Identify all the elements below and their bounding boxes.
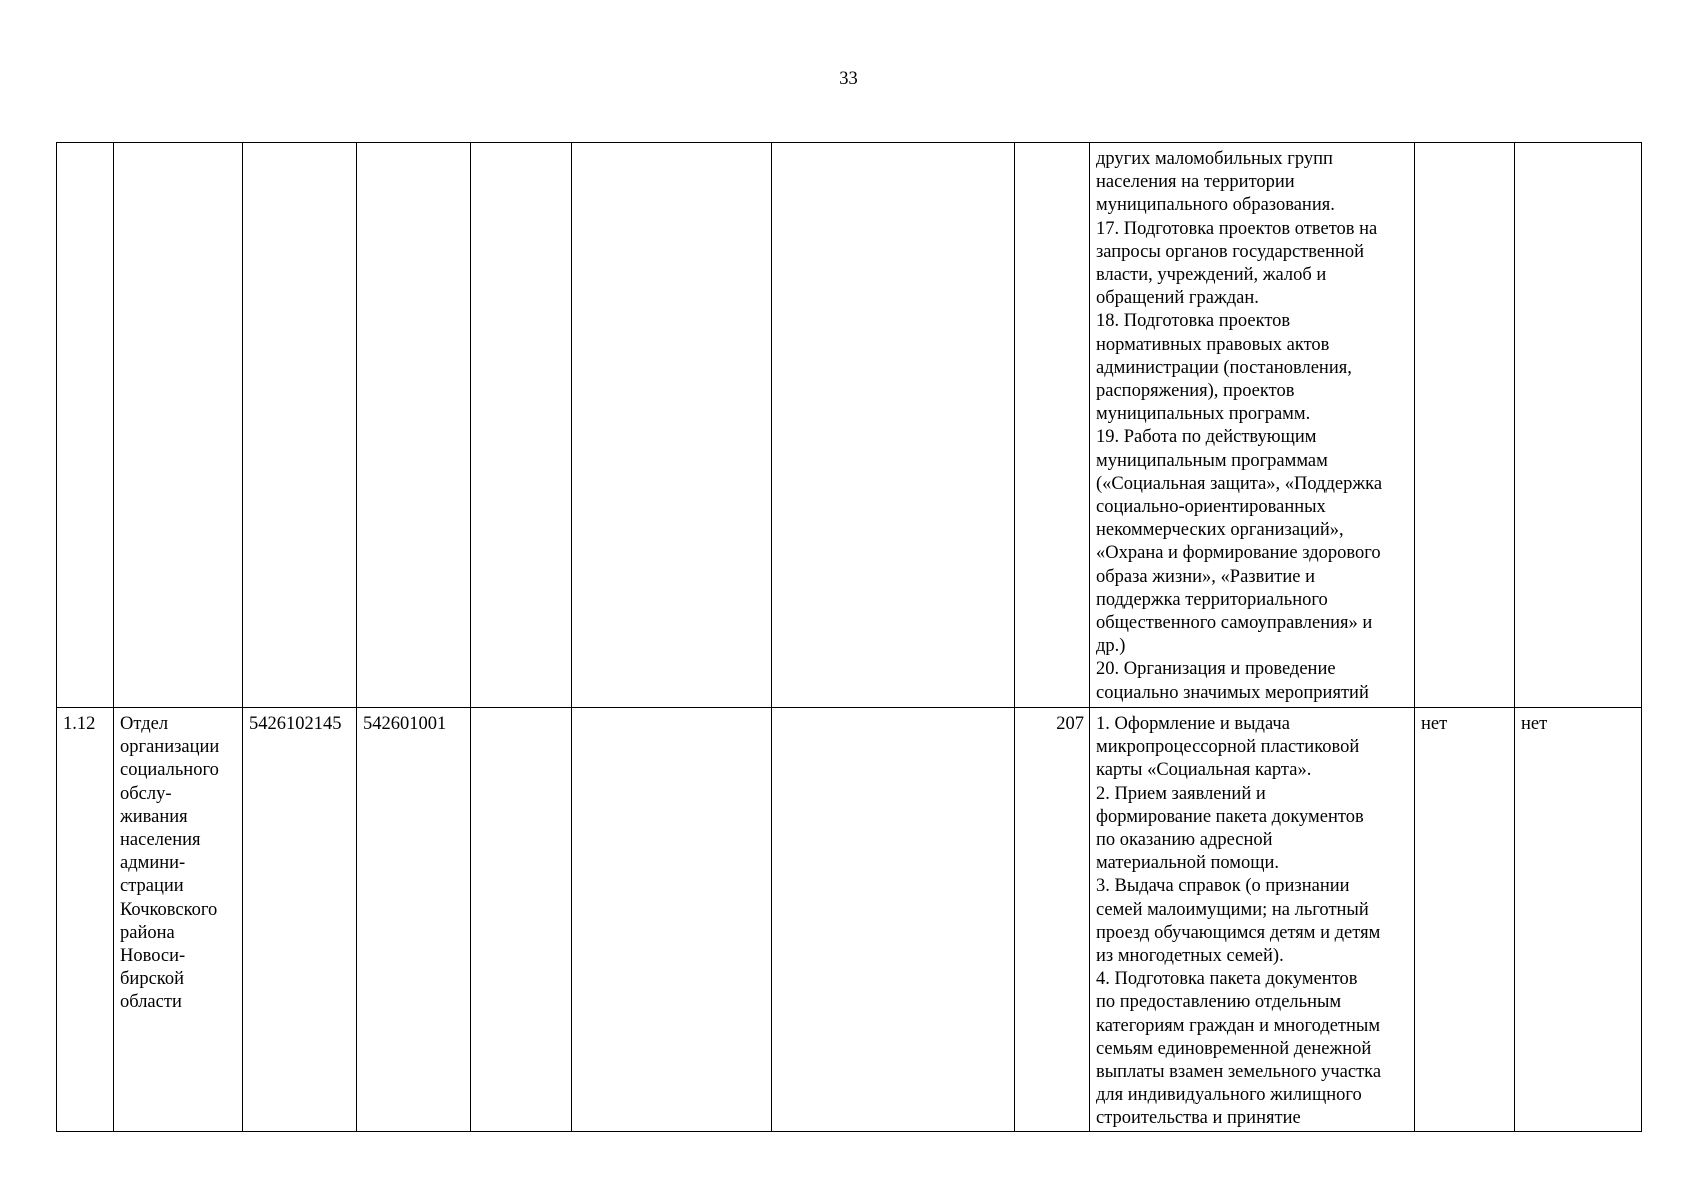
functions-line: населения на территории — [1096, 172, 1295, 193]
empty-cell — [471, 708, 572, 1132]
organization-name-line: области — [120, 992, 182, 1013]
functions-line: выплаты взамен земельного участка — [1096, 1062, 1382, 1083]
flag-cell — [1515, 143, 1642, 708]
functions-line: 20. Организация и проведение — [1096, 659, 1336, 680]
organization-name-cell — [114, 708, 243, 1132]
functions-line: др.) — [1096, 636, 1126, 657]
empty-cell — [772, 708, 1015, 1132]
flag-cell: нет — [1515, 708, 1642, 1132]
functions-line: общественного самоуправления» и — [1096, 613, 1373, 634]
flag-cell — [1415, 143, 1515, 708]
organizations-table — [56, 142, 1642, 1132]
functions-line: карты «Социальная карта». — [1096, 760, 1312, 781]
organization-name-line: населения — [120, 830, 201, 851]
functions-line: муниципальных программ. — [1096, 404, 1311, 425]
inn-cell: 5426102145 — [243, 708, 357, 1132]
table-row — [57, 708, 1642, 1132]
staff-count-cell — [1015, 143, 1090, 708]
empty-cell — [772, 143, 1015, 708]
functions-line: по оказанию адресной — [1096, 830, 1273, 851]
empty-cell — [572, 143, 772, 708]
functions-line: по предоставлению отдельным — [1096, 992, 1342, 1013]
staff-count-cell: 207 — [1015, 708, 1090, 1132]
functions-line: запросы органов государственной — [1096, 241, 1365, 262]
organization-name-line: админи- — [120, 853, 186, 874]
functions-line: социально значимых мероприятий — [1096, 682, 1369, 703]
organization-name-cell — [114, 143, 243, 708]
organization-name-line: страции — [120, 876, 184, 897]
functions-line: образа жизни», «Развитие и — [1096, 566, 1315, 587]
functions-line: 3. Выдача справок (о признании — [1096, 876, 1350, 897]
functions-line: 1. Оформление и выдача — [1096, 714, 1290, 734]
flag-cell: нет — [1415, 708, 1515, 1132]
functions-line: нормативных правовых актов — [1096, 334, 1330, 355]
functions-line: распоряжения), проектов — [1096, 381, 1295, 402]
organization-name-line: бирской — [120, 969, 184, 990]
functions-line: 2. Прием заявлений и — [1096, 783, 1266, 804]
functions-line: «Охрана и формирование здорового — [1096, 543, 1381, 564]
functions-line: 19. Работа по действующим — [1096, 427, 1317, 448]
empty-cell — [572, 708, 772, 1132]
functions-line: власти, учреждений, жалоб и — [1096, 265, 1327, 286]
functions-line: 4. Подготовка пакета документов — [1096, 969, 1358, 990]
organization-name-line: Кочковского — [120, 899, 218, 920]
functions-line: социально-ориентированных — [1096, 497, 1326, 518]
functions-line: проезд обучающимся детям и детям — [1096, 922, 1381, 943]
functions-line: строительства и принятие — [1096, 1108, 1301, 1129]
kpp-cell — [357, 143, 471, 708]
functions-line: для индивидуального жилищного — [1096, 1085, 1362, 1106]
organization-name-line: района — [120, 922, 175, 943]
functions-cell — [1090, 708, 1415, 1132]
functions-line: семей малоимущими; на льготный — [1096, 899, 1369, 920]
inn-cell — [243, 143, 357, 708]
organization-name-line: обслу- — [120, 783, 172, 804]
functions-line: («Социальная защита», «Поддержка — [1096, 473, 1383, 494]
functions-line: микропроцессорной пластиковой — [1096, 737, 1360, 758]
organization-name-line: социального — [120, 760, 219, 781]
functions-line: 17. Подготовка проектов ответов на — [1096, 218, 1378, 239]
functions-line: обращений граждан. — [1096, 288, 1259, 309]
functions-line: семьям единовременной денежной — [1096, 1038, 1372, 1059]
functions-cell — [1090, 143, 1415, 708]
organization-name-line: Отдел — [120, 714, 169, 734]
empty-cell — [471, 143, 572, 708]
functions-line: муниципальным программам — [1096, 450, 1328, 471]
kpp-cell: 542601001 — [357, 708, 471, 1132]
functions-line: администрации (постановления, — [1096, 357, 1352, 378]
functions-line: других маломобильных групп — [1096, 149, 1333, 169]
row-number-cell: 1.12 — [57, 708, 114, 1132]
functions-line: некоммерческих организаций», — [1096, 520, 1344, 541]
organization-name-line: живания — [120, 806, 188, 827]
row-number-cell — [57, 143, 114, 708]
functions-line: из многодетных семей). — [1096, 946, 1284, 967]
organization-name-line: Новоси- — [120, 946, 186, 967]
functions-line: материальной помощи. — [1096, 853, 1280, 874]
table-row — [57, 143, 1642, 708]
functions-line: поддержка территориального — [1096, 589, 1328, 610]
functions-line: муниципального образования. — [1096, 195, 1335, 216]
functions-line: формирование пакета документов — [1096, 806, 1364, 827]
functions-line: категориям граждан и многодетным — [1096, 1015, 1381, 1036]
functions-line: 18. Подготовка проектов — [1096, 311, 1291, 332]
page-number: 33 — [839, 69, 858, 89]
organization-name-line: организации — [120, 737, 220, 758]
